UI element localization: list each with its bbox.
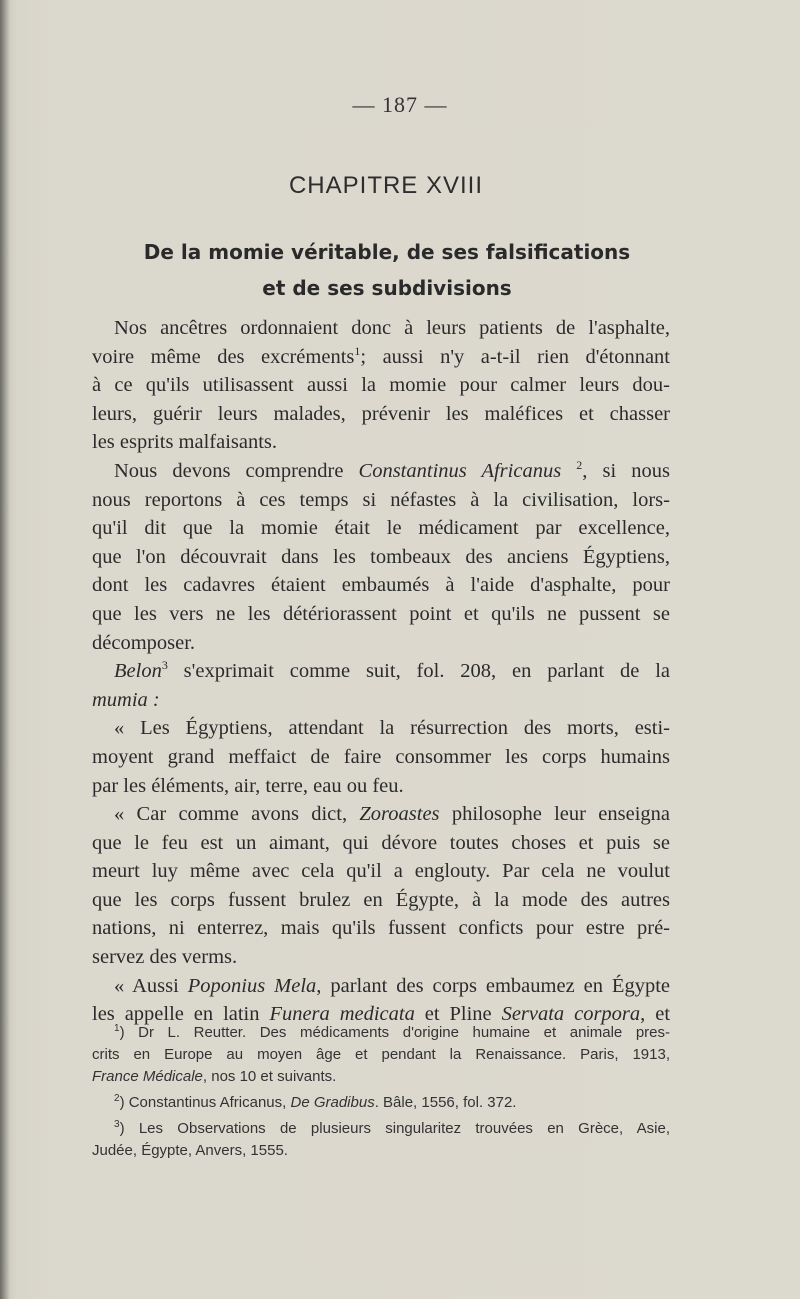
footnote-line: $^1$) Dr L. Reutter. Des médicaments d'origine humaine et animale pres- <box>114 1023 670 1041</box>
text-line: que les corps fussent brulez en Égypte, à la mode des autres <box>92 888 670 911</box>
text-line: les esprits malfaisants. <box>92 431 278 454</box>
footnote-2 <box>92 1088 670 1114</box>
chapter-title <box>100 234 674 306</box>
paragraph-5 <box>92 800 670 972</box>
paragraph-1 <box>92 314 670 457</box>
text-line: que le feu est un aimant, qui dévore toutes choses et puis se <box>92 831 670 854</box>
chapter-title-line-2: et de ses subdivisions <box>262 276 512 300</box>
text-line: moyent grand meffaict de faire consommer les corps humains <box>92 745 670 768</box>
body-text <box>92 314 670 1029</box>
text-line: que les vers ne les détériorassent point et qu'ils ne pussent se <box>92 602 670 625</box>
text-line: voire même des excréments$^1$; aussi n'y a-t-il rien d'étonnant <box>92 343 670 368</box>
footnote-line: France Médicale, nos 10 et suivants. <box>92 1068 337 1085</box>
text-line: « Aussi Poponius Mela, parlant des corps embaumez en Égypte <box>114 974 670 997</box>
text-line: qu'il dit que la momie était le médicament par excellence, <box>92 517 670 540</box>
text-line: nous reportons à ces temps si néfastes à la civilisation, lors- <box>92 488 670 511</box>
text-line: « Les Égyptiens, attendant la résurrection des morts, esti- <box>114 717 670 740</box>
footnote-ref-1: 1 <box>354 343 361 358</box>
paragraph-2 <box>92 457 670 657</box>
text-line: Nous devons comprendre Constantinus Africanus $^2$, si nous <box>114 457 670 482</box>
text-line: Nos ancêtres ordonnaient donc à leurs patients de l'asphalte, <box>114 317 670 339</box>
footnote-ref-2: 2 <box>576 457 583 472</box>
text-line: servez des verms. <box>92 946 238 969</box>
footnote-ref-3: 3 <box>161 658 168 673</box>
text-line: leurs, guérir leurs malades, prévenir les maléfices et chasser <box>92 402 670 425</box>
footnotes <box>92 1018 670 1162</box>
text-line: décomposer. <box>92 631 196 654</box>
text-line: les appelle en latin Funera medicata et Pline Servata corpora, et <box>92 1003 671 1026</box>
footnote-line: Judée, Égypte, Anvers, 1555. <box>92 1142 288 1159</box>
footnote-line: crits en Europe au moyen âge et pendant la Renaissance. Paris, 1913, <box>92 1046 670 1063</box>
text-line: à ce qu'ils utilisassent aussi la momie pour calmer leurs dou- <box>92 374 670 397</box>
paragraph-4 <box>92 714 670 800</box>
footnote-line: $^3$) Les Observations de plusieurs singularitez trouvées en Grèce, Asie, <box>114 1119 670 1137</box>
text-line: meurt luy même avec cela qu'il a englouty. Par cela ne voulut <box>92 860 670 883</box>
chapter-title-line-1: De la momie véritable, de ses falsifications <box>143 240 631 264</box>
chapter-heading: CHAPITRE XVIII <box>288 172 484 199</box>
text-line: nations, ni enterrez, mais qu'ils fussent conficts pour estre pré- <box>92 917 670 940</box>
text-line: Belon$^3$ s'exprimait comme suit, fol. 208, en parlant de la <box>114 658 670 683</box>
text-line: que l'on découvrait dans les tombeaux des anciens Égyptiens, <box>92 545 670 568</box>
text-line: par les éléments, air, terre, eau ou feu. <box>92 774 404 797</box>
footnote-line: $^2$) Constantinus Africanus, De Gradibus. Bâle, 1556, fol. 372. <box>114 1093 517 1111</box>
paragraph-3 <box>92 657 670 714</box>
footnote-3 <box>92 1114 670 1162</box>
text-line: « Car comme avons dict, Zoroastes philosophe leur enseigna <box>114 803 670 826</box>
footnote-1 <box>92 1018 670 1088</box>
text-line: mumia : <box>92 688 160 711</box>
page-number: — 187 — <box>352 92 448 117</box>
text-line: dont les cadavres étaient embaumés à l'aide d'asphalte, pour <box>92 574 670 597</box>
